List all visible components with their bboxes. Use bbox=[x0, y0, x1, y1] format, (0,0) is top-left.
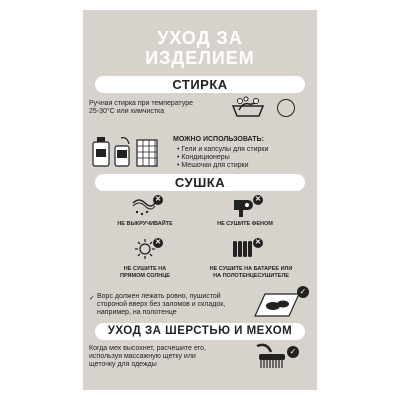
hand-wash-icon bbox=[231, 96, 267, 118]
allowed-check-icon: ✓ bbox=[287, 346, 299, 358]
no-dryer-label: НЕ СУШИТЕ ФЕНОМ bbox=[217, 221, 273, 227]
dry-flat-text-2: стороной вверх без заломов и складок, bbox=[97, 301, 226, 308]
title-line-1: УХОД ЗА bbox=[157, 28, 243, 48]
allowed-check-icon: ✓ bbox=[297, 286, 309, 298]
no-sun-label-1: НЕ СУШИТЕ НА bbox=[123, 266, 167, 272]
flat-dry-icon bbox=[253, 290, 301, 318]
prohibited-icon: ✕ bbox=[253, 238, 263, 248]
wash-heading: СТИРКА bbox=[95, 76, 305, 93]
hair-dryer-icon bbox=[231, 196, 255, 218]
bullet-check-icon: ✓ bbox=[89, 295, 95, 302]
detergent-icon bbox=[91, 134, 171, 168]
prohibited-icon: ✕ bbox=[153, 238, 163, 248]
wash-text-2: 25-30°С или химчистка bbox=[89, 108, 165, 115]
can-use-title: МОЖНО ИСПОЛЬЗОВАТЬ: bbox=[173, 136, 264, 143]
fur-heading: УХОД ЗА ШЕРСТЬЮ И МЕХОМ bbox=[95, 323, 305, 340]
can-use-item-2: • Кондиционеры bbox=[177, 154, 230, 161]
no-wring-label: НЕ ВЫКРУЧИВАЙТЕ bbox=[117, 221, 173, 227]
care-card bbox=[83, 10, 317, 390]
dry-flat-text-3: например, на полотенце bbox=[97, 309, 177, 316]
dry-clean-icon bbox=[276, 98, 296, 118]
radiator-icon bbox=[231, 238, 255, 260]
no-battery-label-1: НЕ СУШИТЕ НА БАТАРЕЕ ИЛИ bbox=[209, 266, 293, 272]
brush-icon bbox=[253, 342, 287, 372]
dry-flat-text-1: Ворс должен лежать ровно, пушистой bbox=[97, 293, 221, 300]
prohibited-icon: ✕ bbox=[153, 195, 163, 205]
fur-text-3: щеточку для одежды bbox=[89, 361, 157, 368]
no-battery-label-2: НА ПОЛОТЕНЦЕСУШИТЕЛЕ bbox=[213, 273, 289, 279]
prohibited-icon: ✕ bbox=[253, 195, 263, 205]
fur-text-2: используя массажную щетку или bbox=[89, 353, 196, 360]
no-sun-label-2: ПРЯМОМ СОЛНЦЕ bbox=[120, 273, 170, 279]
dry-heading: СУШКА bbox=[95, 174, 305, 191]
title-line-2: ИЗДЕЛИЕМ bbox=[145, 48, 255, 68]
wash-text-1: Ручная стирка при температуре bbox=[89, 100, 194, 107]
can-use-item-1: • Гели и капсулы для стирки bbox=[177, 146, 269, 153]
can-use-item-3: • Мешочки для стирки bbox=[177, 162, 249, 169]
fur-text-1: Когда мех высохнет, расчешите его, bbox=[89, 345, 206, 352]
